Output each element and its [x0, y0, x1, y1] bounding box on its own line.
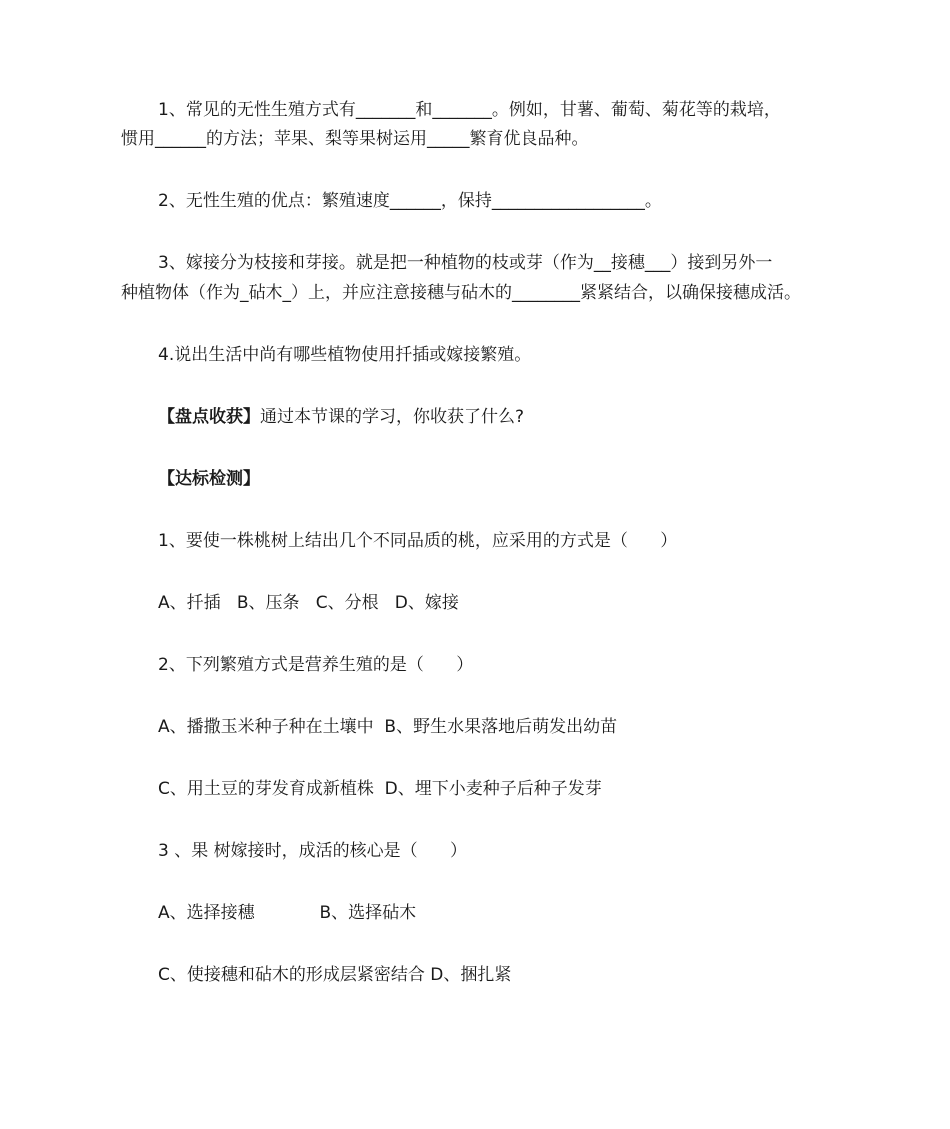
test-question-1-options: A、扦插 B、压条 C、分根 D、嫁接	[158, 593, 459, 613]
harvest-paragraph	[158, 406, 524, 428]
harvest-heading: 【盘点收获】	[158, 407, 260, 427]
test-question-3-options-line-1: A、选择接穗 B、选择砧木	[158, 903, 417, 923]
review-question-4: 4.说出生活中尚有哪些植物使用扦插或嫁接繁殖。	[158, 345, 532, 365]
review-question-1-line-1: 1、常见的无性生殖方式有_______和_______。例如，甘薯、葡萄、菊花等的栽培，	[158, 100, 781, 120]
test-question-2: 2、下列繁殖方式是营养生殖的是（ ）	[158, 655, 474, 675]
harvest-text: 通过本节课的学习，你收获了什么?	[260, 407, 525, 427]
test-question-2-options-line-1: A、播撒玉米种子种在土壤中 B、野生水果落地后萌发出幼苗	[158, 717, 618, 737]
test-question-1: 1、要使一株桃树上结出几个不同品质的桃，应采用的方式是（ ）	[158, 531, 678, 551]
test-question-3: 3 、果 树嫁接时，成活的核心是（ ）	[158, 841, 468, 861]
test-question-2-options-line-2: C、用土豆的芽发育成新植株 D、埋下小麦种子后种子发芽	[158, 779, 602, 799]
review-question-1-line-2: 惯用______的方法；苹果、梨等果树运用_____繁育优良品种。	[121, 129, 589, 149]
review-question-2: 2、无性生殖的优点：繁殖速度______，保持__________________。	[158, 191, 662, 211]
test-question-3-options-line-2: C、使接穗和砧木的形成层紧密结合 D、捆扎紧	[158, 965, 512, 985]
test-heading: 【达标检测】	[158, 469, 260, 489]
review-question-3-line-2: 种植物体（作为_砧木_）上，并应注意接穗与砧木的________紧紧结合，以确保接穗成活。	[121, 283, 801, 303]
review-question-3-line-1: 3、嫁接分为枝接和芽接。就是把一种植物的枝或芽（作为__接穗___）接到另外一	[158, 253, 773, 273]
